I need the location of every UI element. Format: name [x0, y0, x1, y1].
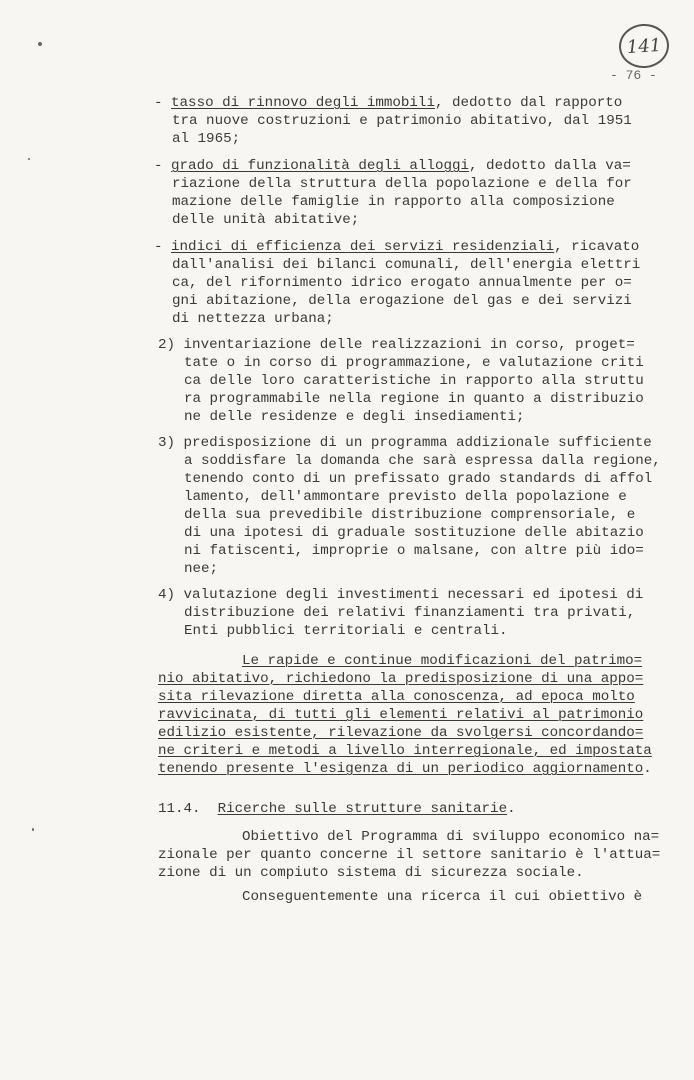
underlined-paragraph-line-4: ravvicinata, di tutti gli elementi relativi al patrimonio [158, 707, 644, 723]
underlined-paragraph-line-1: Le rapide e continue modificazioni del patrimo= [242, 653, 643, 669]
item-2-line-4: ra programmabile nella regione in quanto a distribuzio [184, 391, 644, 407]
item-3-line-2: a soddisfare la domanda che sarà espressa dalla regione, [184, 453, 661, 469]
bullet-2-line-4: delle unità abitative; [172, 212, 360, 228]
section-number: 11.4. [158, 801, 201, 817]
section-heading: 11.4. Ricerche sulle strutture sanitarie. [158, 801, 516, 817]
bullet-3-line-4: gni abitazione, della erogazione del gas e dei servizi [172, 293, 632, 309]
bullet-3-line-3: ca, del rifornimento idrico erogato annualmente per o= [172, 275, 632, 291]
item-3-line-1: 3) predisposizione di un programma addizionale sufficiente [158, 435, 652, 451]
item-3-line-3: tenendo conto di un prefissato grado standards di affol [184, 471, 653, 487]
bullet-2-line-1: - grado di funzionalità degli alloggi, dedotto dalla va= [154, 158, 631, 174]
bullet-3-line-5: di nettezza urbana; [172, 311, 334, 327]
closing-paragraph-line-3: zione di un compiuto sistema di sicurezza sociale. [158, 865, 584, 881]
closing-paragraph-line-4: Conseguentemente una ricerca il cui obiettivo è [242, 889, 643, 905]
item-2-line-3: ca delle loro caratteristiche in rapporto alla struttu [184, 373, 644, 389]
underlined-paragraph-line-3: sita rilevazione diretta alla conoscenza, ad epoca molto [158, 689, 635, 705]
bullet-1-title: tasso di rinnovo degli immobili [171, 95, 435, 111]
underlined-paragraph-line-2: nio abitativo, richiedono la predisposizione di una appo= [158, 671, 644, 687]
item-2-line-5: ne delle residenze e degli insediamenti; [184, 409, 525, 425]
page-number: - 76 - [610, 68, 657, 83]
bullet-1-line-3: al 1965; [172, 131, 241, 147]
bullet-3-line-1: - indici di efficienza dei servizi residenziali, ricavato [154, 239, 640, 255]
section-title: Ricerche sulle strutture sanitarie [217, 801, 508, 817]
scan-speck [28, 158, 30, 160]
bullet-3-line-2: dall'analisi dei bilanci comunali, dell'energia elettri [172, 257, 641, 273]
bullet-2-line-2: riazione della struttura della popolazione e della for [172, 176, 632, 192]
underlined-paragraph-line-5: edilizio esistente, rilevazione da svolgersi concordando= [158, 725, 644, 741]
bullet-2-title: grado di funzionalità degli alloggi [171, 158, 470, 174]
closing-paragraph-line-2: zionale per quanto concerne il settore sanitario è l'attua= [158, 847, 661, 863]
item-3-line-4: lamento, dell'ammontare previsto della popolazione e [184, 489, 627, 505]
closing-paragraph-line-1: Obiettivo del Programma di sviluppo economico na= [242, 829, 660, 845]
bullet-1-line-1: - tasso di rinnovo degli immobili, dedotto dal rapporto [154, 95, 623, 111]
bullet-1-line-2: tra nuove costruzioni e patrimonio abitativo, dal 1951 [172, 113, 632, 129]
item-3-line-8: nee; [184, 561, 219, 577]
stamp-number: 141 [626, 34, 662, 58]
item-3-line-5: della sua prevedibile distribuzione comprensoriale, e [184, 507, 636, 523]
item-2-line-1: 2) inventariazione delle realizzazioni in corso, proget= [158, 337, 635, 353]
item-4-line-2: distribuzione dei relativi finanziamenti tra privati, [184, 605, 636, 621]
item-3-line-6: di una ipotesi di graduale sostituzione delle abitazio [184, 525, 644, 541]
scan-speck [32, 828, 34, 831]
underlined-paragraph-line-7: tenendo presente l'esigenza di un periodico aggiornamento. [158, 761, 652, 777]
item-3-line-7: ni fatiscenti, improprie o malsane, con altre più ido= [184, 543, 644, 559]
item-4-line-1: 4) valutazione degli investimenti necessari ed ipotesi di [158, 587, 644, 603]
underlined-paragraph-line-6: ne criteri e metodi a livello interregionale, ed impostata [158, 743, 652, 759]
bullet-3-title: indici di efficienza dei servizi residenziali [171, 239, 555, 255]
item-2-line-2: tate o in corso di programmazione, e valutazione criti [184, 355, 644, 371]
bullet-2-line-3: mazione delle famiglie in rapporto alla composizione [172, 194, 615, 210]
scan-speck [38, 42, 42, 46]
archive-stamp [618, 22, 671, 69]
item-4-line-3: Enti pubblici territoriali e centrali. [184, 623, 508, 639]
